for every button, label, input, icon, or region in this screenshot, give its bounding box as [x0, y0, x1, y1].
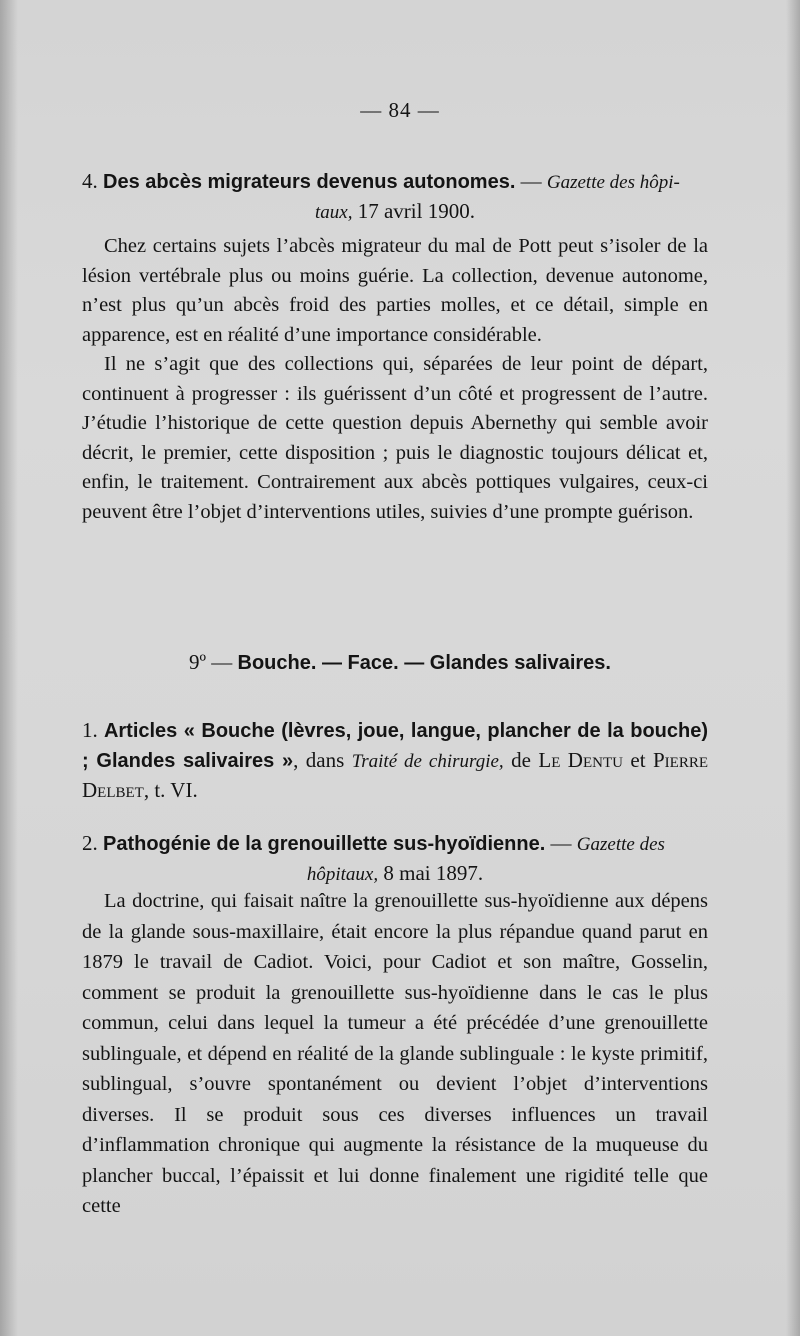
- entry-1-volume: , t. VI.: [143, 778, 198, 802]
- entry-2-source-line: [82, 859, 708, 889]
- entry-4-paragraph-2: Il ne s’agit que des collections qui, séparées de leur point de départ, continuent à progresser : ils guérissent d’un côté et progressent de l’autre. J’étudie l’historique de cette question depuis Abernethy qui semble avoir décrit, le premier, cette disposition ; puis le diagnostic toujours délicat et, enfin, le traitement. Contrairement aux abcès pottiques vulgaires, ceux-ci peuvent être l’objet d’interventions utiles, suivies d’une prompte guérison.: [82, 353, 708, 523]
- entry-1-author-2: Pierre Delbet: [82, 748, 709, 802]
- entry-2-source: Gazette des: [576, 834, 665, 855]
- entry-4-body: [82, 232, 708, 527]
- entry-4-title: Des abcès migrateurs devenus autonomes.: [103, 171, 516, 193]
- entry-2-date: 8 mai 1897.: [378, 861, 484, 885]
- entry-4-source-cont: taux,: [315, 202, 353, 223]
- entry-1-and: et: [622, 748, 653, 772]
- entry-4-paragraph-1: Chez certains sujets l’abcès migrateur du mal de Pott peut s’isoler de la lésion vertébrale plus ou moins guérie. La collection, devenue autonome, n’est plus qu’un abcès froid des parties molles, et ce détail, simple en apparence, est en réalité d’une importance considérable.: [82, 235, 708, 346]
- entry-1-number: 1.: [82, 718, 98, 742]
- entry-1-after: , dans: [293, 748, 352, 772]
- entry-4-source-line: [82, 197, 708, 227]
- entry-2-title: Pathogénie de la grenouillette sus-hyoïdienne.: [103, 833, 546, 855]
- entry-4-heading: [82, 167, 708, 227]
- entry-1-author-1: Le Dentu: [538, 748, 623, 772]
- entry-1: [82, 716, 708, 805]
- section-heading: Bouche. — Face. — Glandes salivaires.: [237, 652, 611, 674]
- entry-1-source: Traité de chirurgie,: [351, 751, 504, 772]
- entry-1-by: de: [503, 748, 539, 772]
- section-number: 9º —: [188, 650, 238, 674]
- entry-2-paragraph-1: La doctrine, qui faisait naître la grenouillette sus-hyoïdienne aux dépens de la glande sous-maxillaire, était encore la plus répandue quand parut en 1879 le travail de Cadiot. Voici, pour Cadiot et son maître, Gosselin, comment se produit la grenouillette sus-hyoïdienne dans le cas le plus commun, celui dans lequel la tumeur a été précédée d’une grenouillette sublinguale, et dépend en réalité de la glande sublinguale : le kyste primitif, sublingual, s’ouvre spontanément ou devient l’objet d’interventions diverses. Il se produit sous ces diverses influences un travail d’inflammation chronique qui augmente la résistance de la muqueuse du plancher buccal, l’épaissit et lui donne finalement une rigidité telle que cette: [82, 890, 708, 1217]
- entry-2-heading: [82, 829, 708, 889]
- entry-2-dash: —: [545, 831, 577, 855]
- entry-4-number: 4.: [82, 169, 98, 193]
- section-title: [0, 650, 800, 675]
- page-number: — 84 —: [360, 98, 440, 122]
- entry-2-number: 2.: [82, 831, 98, 855]
- entry-2-body: [82, 886, 708, 1222]
- entry-2-source-cont: hôpitaux,: [306, 864, 379, 885]
- entry-4-date: 17 avril 1900.: [352, 199, 475, 223]
- entry-1-title: Articles « Bouche (lèvres, joue, langue, plancher de la bouche) ; Glandes salivaires »: [82, 720, 708, 772]
- entry-4-dash: —: [515, 169, 547, 193]
- entry-4-source: Gazette des hôpi-: [546, 172, 680, 193]
